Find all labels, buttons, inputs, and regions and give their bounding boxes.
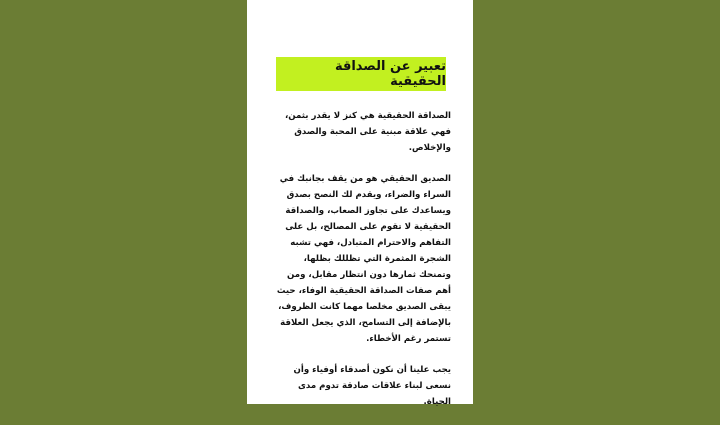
paragraph-conclusion: يجب علينا أن نكون أصدقاء أوفياء وأن نسعى لبناء علاقات صادقة تدوم مدى الحياة.: [293, 365, 451, 407]
paragraph-intro: الصداقة الحقيقية هي كنز لا يقدر بثمن، فهي علاقة مبنية على المحبة والصدق والإخلاص.: [284, 111, 451, 153]
essay-body: [269, 108, 451, 425]
right-background-panel: [473, 0, 720, 404]
document-page: [247, 0, 473, 407]
paragraph-main: الصديق الحقيقي هو من يقف بجانبك في السراء والضراء، ويقدم لك النصح بصدق ويساعدك على تجاوز الصعاب، والصداقة الحقيقية لا تقوم على المصالح، بل على التفاهم والاحترام المتبادل، فهي تشبه الشجرة المثمرة التي تظللك بظلها، وتمنحك ثمارها دون انتظار مقابل، ومن أهم صفات الصداقة الحقيقية الوفاء، حيث يبقى الصديق مخلصا مهما كانت الظروف، بالإضافة إلى التسامح، الذي يجعل العلاقة تستمر رغم الأخطاء.: [276, 174, 451, 344]
page-title: تعبير عن الصداقة الحقيقية: [334, 59, 446, 89]
title-banner: [276, 57, 446, 91]
left-background-panel: [0, 0, 247, 404]
